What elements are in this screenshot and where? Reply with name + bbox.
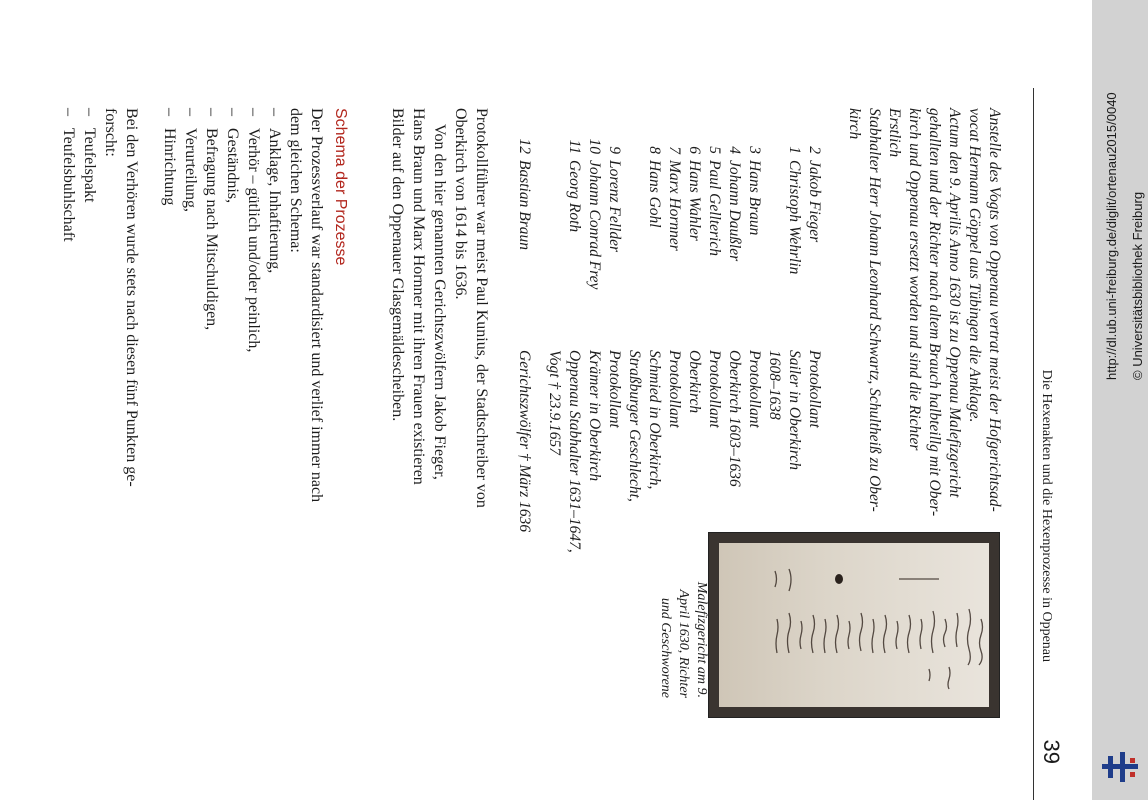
roster-number: 1 (786, 146, 803, 154)
schema-step-text: Befragung nach Mitschuldigen, (203, 128, 220, 331)
roster-name: Hans Braun (746, 160, 763, 236)
points-intro-line: Bei den Verhören wurde stets nach diesen fünf Punkten ge- (123, 108, 140, 487)
running-head: Die Hexenakten und die Hexenprozesse in Oppenau (1039, 369, 1054, 662)
schema-step: –Geständnis, (224, 108, 241, 204)
copyright-notice: © Universitätsbibliothek Freiburg (1130, 191, 1145, 380)
roster-number: 10 (586, 138, 603, 154)
roster-role: Vogt † 23.9.1657 (546, 350, 563, 456)
roster-name: Johann Conrad Frey (586, 160, 603, 290)
roster-row (784, 128, 804, 470)
body-line: Oberkirch von 1614 bis 1636. (452, 108, 469, 300)
intro-line: kirch (846, 108, 863, 140)
roster-role: Sailer in Oberkirch (786, 350, 803, 470)
roster-row (764, 128, 784, 420)
roster-number: 2 (806, 146, 823, 154)
point-item-text: Teufelsbuhlschaft (60, 128, 77, 242)
intro-line: Erstlich (886, 108, 903, 158)
header-rule (1033, 88, 1034, 800)
section-heading: Schema der Prozesse (332, 108, 349, 266)
body-line: Hans Braun und Marx Hornner mit ihren Frauen existieren (410, 108, 427, 485)
roster-number: 3 (746, 146, 763, 154)
roster-role: Protokollant (806, 350, 823, 428)
intro-line: kirch und Oppenau ersetzt worden und sind die Richter (906, 108, 923, 451)
roster-role: Protokollant (606, 350, 623, 428)
roster-name: Christoph Wehrlin (786, 160, 803, 275)
roster-role: Protokollant (666, 350, 683, 428)
roster-number: 9 (606, 146, 623, 154)
roster-row (624, 128, 644, 502)
roster-row (584, 128, 604, 481)
roster-role: Straßburger Geschlecht, (626, 350, 643, 502)
roster-number: 6 (686, 146, 703, 154)
roster-row (664, 128, 684, 428)
intro-line: Actum den 9. Aprilis Anno 1630 ist zu Oppenau Malefizgericht (946, 108, 963, 498)
point-item-text: Teufelspakt (81, 128, 98, 203)
manuscript-photo (708, 532, 1000, 718)
body-line: Protokollführer war meist Paul Kunius, der Stadtschreiber von (473, 108, 490, 508)
schema-step: –Verhör – gütlich und/oder peinlich, (245, 108, 262, 353)
roster-number: 8 (646, 146, 663, 154)
roster-role: Oberkirch 1603–1636 (726, 350, 743, 487)
roster-name: Jakob Fieger (806, 160, 823, 243)
roster-row (514, 128, 534, 532)
roster-row (644, 128, 664, 489)
roster-number: 11 (566, 139, 583, 154)
manuscript-sheet (719, 543, 989, 707)
roster-name: Hans Wahler (686, 160, 703, 241)
roster-row (544, 128, 564, 455)
schema-step: –Verurteilung, (182, 108, 199, 212)
roster-role: Gerichtszwölfer † März 1636 (516, 350, 533, 533)
schema-step-text: Verhör – gütlich und/oder peinlich, (245, 128, 262, 353)
roster-number: 5 (706, 146, 723, 154)
intro-line: vocat Hermann Göppel aus Tübingen die Anklage. (966, 108, 983, 423)
roster-name: Paul Gellterich (706, 160, 723, 256)
manuscript-ink-icon (719, 549, 989, 701)
roster-role: Krämer in Oberkirch (586, 350, 603, 482)
roster-name: Lorenz Fellder (606, 160, 623, 252)
roster-name: Marx Hornner (666, 160, 683, 251)
caption-line: und Geschworene (658, 597, 673, 698)
body-line: Bilder auf den Oppenauer Glasgemäldescheiben. (389, 108, 406, 422)
schema-step-text: Geständnis, (224, 128, 241, 204)
roster-number: 4 (726, 146, 743, 154)
source-url-link[interactable]: http://dl.ub.uni-freiburg.de/diglit/ortenau2015/0040 (1104, 92, 1119, 380)
roster-row (564, 128, 584, 553)
caption-line: April 1630, Richter (676, 589, 691, 698)
roster-role: Oppenau Stabhalter 1631–1647, (566, 350, 583, 553)
intro-line: Anstelle des Vogts von Oppenau vertrat meist der Hofgerichtsad- (986, 108, 1003, 512)
roster-row (804, 128, 824, 428)
roster-number: 7 (666, 146, 683, 154)
schema-step: –Befragung nach Mitschuldigen, (203, 108, 220, 331)
ub-freiburg-logo-icon (1098, 744, 1142, 788)
schema-step: –Hinrichtung (161, 108, 178, 206)
roster-name: Georg Roth (566, 160, 583, 233)
schema-step: –Anklage, Inhaftierung, (266, 108, 283, 274)
schema-step-text: Hinrichtung (161, 128, 178, 206)
points-intro-line: forscht: (102, 108, 119, 157)
schema-intro-line: Der Prozessverlauf war standardisiert und verlief immer nach (308, 108, 325, 503)
point-item: –Teufelspakt (81, 108, 98, 203)
caption-line: Malefizgericht am 9. (694, 581, 709, 698)
roster-row (704, 128, 724, 428)
roster-number: 12 (516, 138, 533, 154)
intro-line: gehallten und der Richter nach altem Brauch halbteillg mit Ober- (926, 108, 943, 517)
roster-role: Protokollant (746, 350, 763, 428)
schema-step-text: Verurteilung, (182, 128, 199, 212)
page-number: 39 (1039, 739, 1064, 764)
roster-role: Protokollant (706, 350, 723, 428)
roster-name: Hans Gohl (646, 160, 663, 228)
library-sidebar (1092, 0, 1148, 800)
photo-caption (656, 558, 710, 698)
roster-row (724, 128, 744, 487)
intro-line: Stabhalter Herr Johann Leonhard Schwartz, Schultheiß zu Ober- (866, 108, 883, 512)
body-line: Von den hier genannten Gerichtszwölfern Jakob Fieger, (431, 124, 448, 480)
roster-row (744, 128, 764, 428)
schema-step-text: Anklage, Inhaftierung, (266, 128, 283, 274)
schema-intro-line: dem gleichen Schema: (287, 108, 304, 253)
roster-role: Schmied in Oberkirch, (646, 350, 663, 490)
roster-row (604, 128, 624, 428)
roster-role: 1608–1638 (766, 350, 783, 420)
point-item: –Teufelsbuhlschaft (60, 108, 77, 242)
roster-row (684, 128, 704, 413)
roster-name: Johann Daußler (726, 160, 743, 262)
roster-name: Bastian Braun (516, 160, 533, 250)
roster-role: Oberkirch (686, 350, 703, 414)
